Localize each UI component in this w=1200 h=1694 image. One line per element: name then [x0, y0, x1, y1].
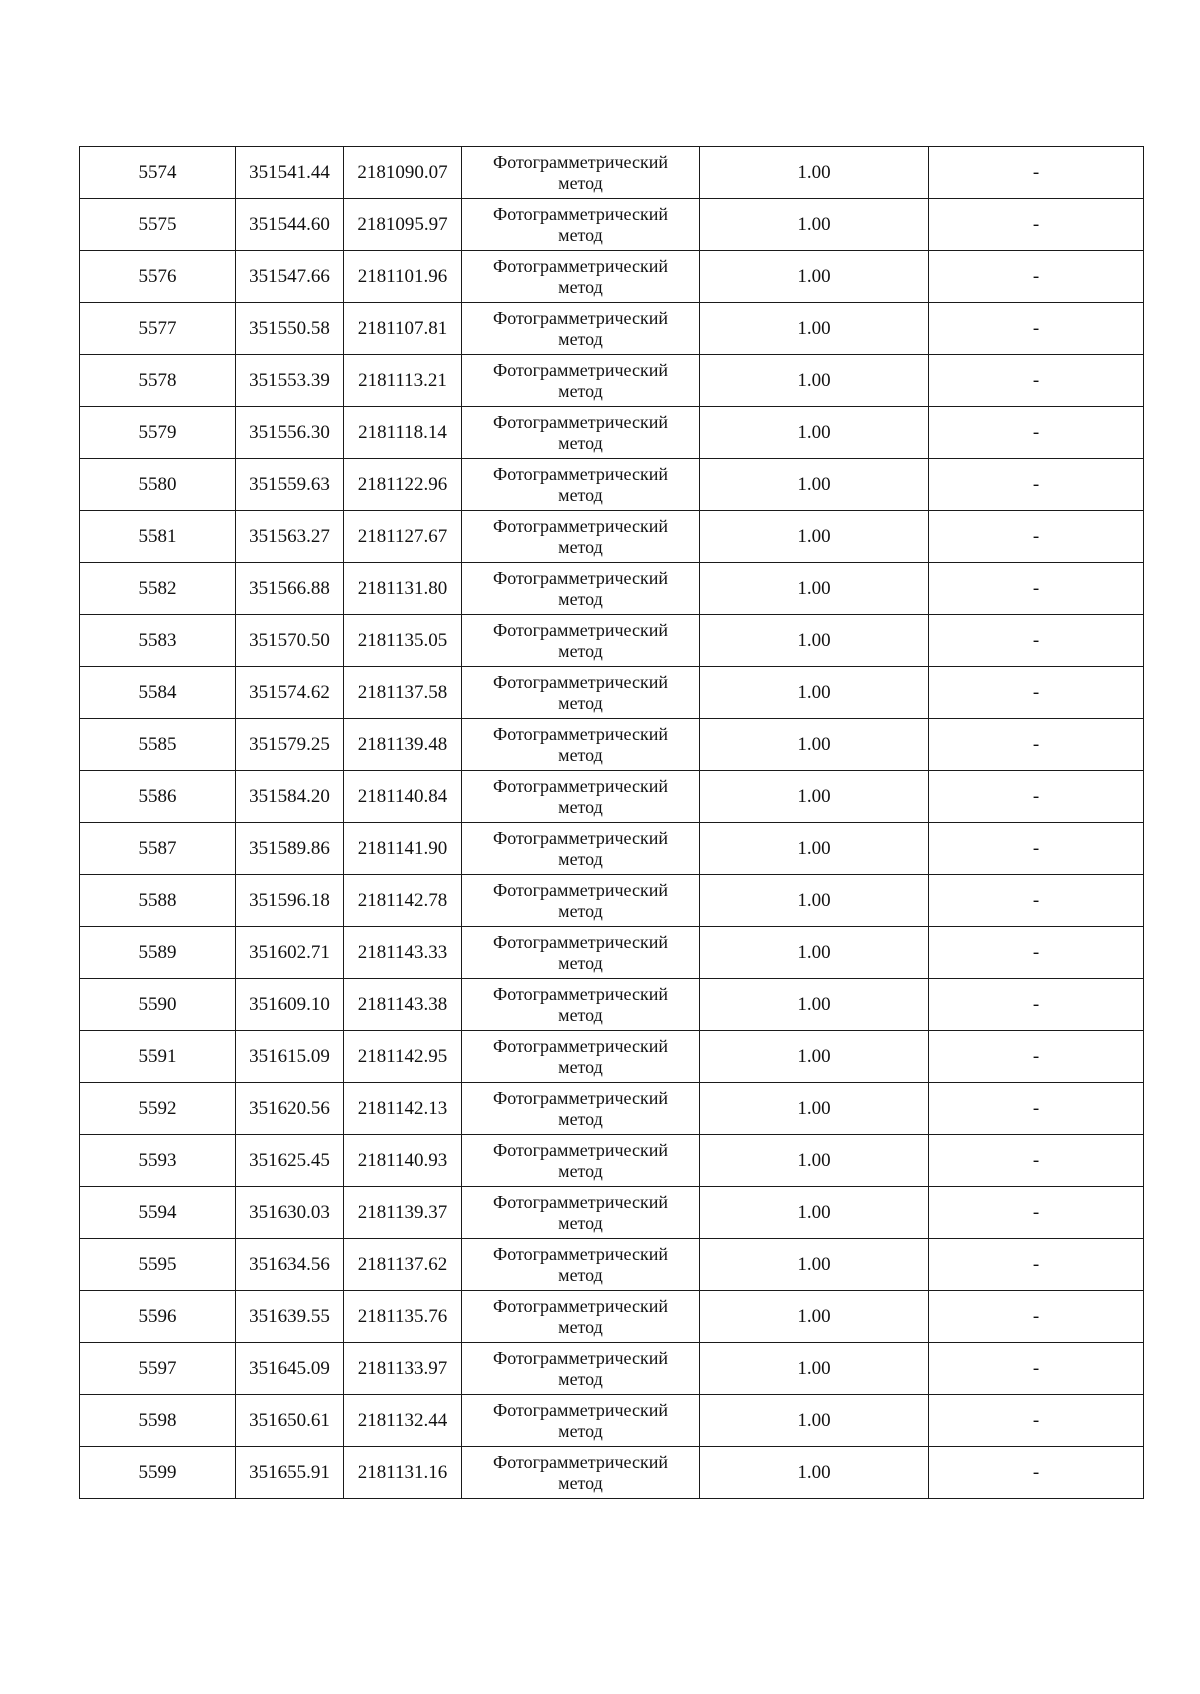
coordinate-x-cell: 351563.27: [236, 511, 344, 563]
method-text-line-1: Фотограмметрический: [493, 879, 668, 900]
table-row: [80, 563, 1144, 615]
coordinate-x-cell: 351634.56: [236, 1239, 344, 1291]
coordinate-x-cell: 351544.60: [236, 199, 344, 251]
accuracy-cell: 1.00: [700, 199, 929, 251]
point-number-cell: 5592: [80, 1083, 236, 1135]
method-text-line-2: метод: [558, 1108, 603, 1129]
point-number-cell: 5582: [80, 563, 236, 615]
table-row: [80, 355, 1144, 407]
method-text-line-2: метод: [558, 536, 603, 557]
accuracy-cell: 1.00: [700, 927, 929, 979]
note-cell: -: [929, 979, 1144, 1031]
table-row: [80, 407, 1144, 459]
method-text-line-1: Фотограмметрический: [493, 619, 668, 640]
accuracy-cell: 1.00: [700, 251, 929, 303]
method-cell: [462, 563, 700, 615]
coordinates-table: [79, 146, 1144, 1499]
point-number-cell: 5579: [80, 407, 236, 459]
method-cell: [462, 251, 700, 303]
method-text-line-2: метод: [558, 744, 603, 765]
coordinate-x-cell: 351609.10: [236, 979, 344, 1031]
table-row: [80, 251, 1144, 303]
coordinate-y-cell: 2181113.21: [344, 355, 462, 407]
coordinate-x-cell: 351589.86: [236, 823, 344, 875]
table-row: [80, 667, 1144, 719]
method-text-line-1: Фотограмметрический: [493, 1347, 668, 1368]
note-cell: -: [929, 1395, 1144, 1447]
accuracy-cell: 1.00: [700, 823, 929, 875]
note-cell: -: [929, 1239, 1144, 1291]
method-cell: [462, 615, 700, 667]
method-text-line-2: метод: [558, 1316, 603, 1337]
method-text-line-2: метод: [558, 1160, 603, 1181]
coordinate-y-cell: 2181140.93: [344, 1135, 462, 1187]
table-row: [80, 1291, 1144, 1343]
method-cell: [462, 407, 700, 459]
point-number-cell: 5593: [80, 1135, 236, 1187]
coordinate-y-cell: 2181101.96: [344, 251, 462, 303]
note-cell: -: [929, 667, 1144, 719]
coordinate-x-cell: 351553.39: [236, 355, 344, 407]
point-number-cell: 5599: [80, 1447, 236, 1499]
table-row: [80, 719, 1144, 771]
point-number-cell: 5580: [80, 459, 236, 511]
coordinate-y-cell: 2181132.44: [344, 1395, 462, 1447]
coordinate-x-cell: 351550.58: [236, 303, 344, 355]
note-cell: -: [929, 927, 1144, 979]
accuracy-cell: 1.00: [700, 1187, 929, 1239]
table-row: [80, 927, 1144, 979]
coordinate-y-cell: 2181127.67: [344, 511, 462, 563]
coordinate-x-cell: 351620.56: [236, 1083, 344, 1135]
point-number-cell: 5591: [80, 1031, 236, 1083]
table-body: [80, 147, 1144, 1499]
note-cell: -: [929, 771, 1144, 823]
method-text-line-1: Фотограмметрический: [493, 567, 668, 588]
table-row: [80, 1031, 1144, 1083]
accuracy-cell: 1.00: [700, 875, 929, 927]
coordinate-x-cell: 351645.09: [236, 1343, 344, 1395]
method-text-line-2: метод: [558, 1264, 603, 1285]
coordinate-x-cell: 351602.71: [236, 927, 344, 979]
point-number-cell: 5574: [80, 147, 236, 199]
table-row: [80, 875, 1144, 927]
point-number-cell: 5585: [80, 719, 236, 771]
method-text-line-2: метод: [558, 692, 603, 713]
point-number-cell: 5577: [80, 303, 236, 355]
coordinate-y-cell: 2181133.97: [344, 1343, 462, 1395]
table-row: [80, 823, 1144, 875]
point-number-cell: 5596: [80, 1291, 236, 1343]
note-cell: -: [929, 1135, 1144, 1187]
note-cell: -: [929, 199, 1144, 251]
method-cell: [462, 303, 700, 355]
method-cell: [462, 1291, 700, 1343]
method-cell: [462, 1135, 700, 1187]
coordinate-x-cell: 351655.91: [236, 1447, 344, 1499]
point-number-cell: 5597: [80, 1343, 236, 1395]
accuracy-cell: 1.00: [700, 979, 929, 1031]
method-text-line-1: Фотограмметрический: [493, 359, 668, 380]
coordinate-y-cell: 2181139.48: [344, 719, 462, 771]
accuracy-cell: 1.00: [700, 1239, 929, 1291]
coordinate-x-cell: 351556.30: [236, 407, 344, 459]
note-cell: -: [929, 1291, 1144, 1343]
coordinate-y-cell: 2181131.80: [344, 563, 462, 615]
accuracy-cell: 1.00: [700, 1083, 929, 1135]
coordinate-x-cell: 351639.55: [236, 1291, 344, 1343]
note-cell: -: [929, 1447, 1144, 1499]
point-number-cell: 5576: [80, 251, 236, 303]
accuracy-cell: 1.00: [700, 615, 929, 667]
method-text-line-1: Фотограмметрический: [493, 255, 668, 276]
coordinate-x-cell: 351596.18: [236, 875, 344, 927]
method-cell: [462, 875, 700, 927]
table-row: [80, 459, 1144, 511]
method-text-line-1: Фотограмметрический: [493, 671, 668, 692]
method-text-line-2: метод: [558, 640, 603, 661]
accuracy-cell: 1.00: [700, 1395, 929, 1447]
coordinate-x-cell: 351650.61: [236, 1395, 344, 1447]
method-cell: [462, 1395, 700, 1447]
note-cell: -: [929, 251, 1144, 303]
table-row: [80, 1239, 1144, 1291]
note-cell: -: [929, 875, 1144, 927]
method-cell: [462, 1239, 700, 1291]
table-row: [80, 1447, 1144, 1499]
coordinate-x-cell: 351547.66: [236, 251, 344, 303]
method-cell: [462, 771, 700, 823]
coordinate-y-cell: 2181139.37: [344, 1187, 462, 1239]
note-cell: -: [929, 147, 1144, 199]
coordinate-x-cell: 351574.62: [236, 667, 344, 719]
method-text-line-1: Фотограмметрический: [493, 515, 668, 536]
method-text-line-1: Фотограмметрический: [493, 1191, 668, 1212]
point-number-cell: 5583: [80, 615, 236, 667]
note-cell: -: [929, 355, 1144, 407]
coordinate-y-cell: 2181143.38: [344, 979, 462, 1031]
table-row: [80, 615, 1144, 667]
method-text-line-1: Фотограмметрический: [493, 1295, 668, 1316]
note-cell: -: [929, 615, 1144, 667]
accuracy-cell: 1.00: [700, 1291, 929, 1343]
method-text-line-1: Фотограмметрический: [493, 723, 668, 744]
coordinate-x-cell: 351559.63: [236, 459, 344, 511]
method-text-line-2: метод: [558, 276, 603, 297]
coordinate-y-cell: 2181137.62: [344, 1239, 462, 1291]
method-cell: [462, 511, 700, 563]
accuracy-cell: 1.00: [700, 511, 929, 563]
coordinate-y-cell: 2181137.58: [344, 667, 462, 719]
coordinate-y-cell: 2181118.14: [344, 407, 462, 459]
note-cell: -: [929, 719, 1144, 771]
method-cell: [462, 719, 700, 771]
table-row: [80, 1343, 1144, 1395]
coordinate-y-cell: 2181142.13: [344, 1083, 462, 1135]
method-text-line-2: метод: [558, 952, 603, 973]
method-text-line-2: метод: [558, 380, 603, 401]
method-text-line-1: Фотограмметрический: [493, 1451, 668, 1472]
accuracy-cell: 1.00: [700, 147, 929, 199]
method-text-line-1: Фотограмметрический: [493, 1243, 668, 1264]
coordinate-y-cell: 2181141.90: [344, 823, 462, 875]
method-cell: [462, 1343, 700, 1395]
method-text-line-2: метод: [558, 848, 603, 869]
method-text-line-2: метод: [558, 796, 603, 817]
method-text-line-1: Фотограмметрический: [493, 1139, 668, 1160]
method-text-line-2: метод: [558, 1212, 603, 1233]
method-cell: [462, 355, 700, 407]
accuracy-cell: 1.00: [700, 407, 929, 459]
method-cell: [462, 147, 700, 199]
accuracy-cell: 1.00: [700, 1447, 929, 1499]
note-cell: -: [929, 1031, 1144, 1083]
coordinate-y-cell: 2181095.97: [344, 199, 462, 251]
method-text-line-1: Фотограмметрический: [493, 1087, 668, 1108]
method-text-line-2: метод: [558, 172, 603, 193]
method-text-line-1: Фотограмметрический: [493, 931, 668, 952]
coordinate-y-cell: 2181135.76: [344, 1291, 462, 1343]
accuracy-cell: 1.00: [700, 1031, 929, 1083]
coordinate-y-cell: 2181140.84: [344, 771, 462, 823]
accuracy-cell: 1.00: [700, 1135, 929, 1187]
coordinate-x-cell: 351615.09: [236, 1031, 344, 1083]
note-cell: -: [929, 1343, 1144, 1395]
point-number-cell: 5588: [80, 875, 236, 927]
method-text-line-2: метод: [558, 900, 603, 921]
method-text-line-1: Фотограмметрический: [493, 307, 668, 328]
table-row: [80, 771, 1144, 823]
note-cell: -: [929, 1187, 1144, 1239]
table-row: [80, 1395, 1144, 1447]
coordinate-y-cell: 2181090.07: [344, 147, 462, 199]
method-cell: [462, 927, 700, 979]
method-text-line-2: метод: [558, 432, 603, 453]
note-cell: -: [929, 823, 1144, 875]
accuracy-cell: 1.00: [700, 303, 929, 355]
table-row: [80, 1083, 1144, 1135]
method-text-line-1: Фотограмметрический: [493, 983, 668, 1004]
method-text-line-1: Фотограмметрический: [493, 1399, 668, 1420]
accuracy-cell: 1.00: [700, 459, 929, 511]
note-cell: -: [929, 303, 1144, 355]
method-text-line-2: метод: [558, 1368, 603, 1389]
point-number-cell: 5581: [80, 511, 236, 563]
point-number-cell: 5594: [80, 1187, 236, 1239]
note-cell: -: [929, 459, 1144, 511]
point-number-cell: 5590: [80, 979, 236, 1031]
point-number-cell: 5584: [80, 667, 236, 719]
point-number-cell: 5587: [80, 823, 236, 875]
method-cell: [462, 979, 700, 1031]
coordinate-x-cell: 351625.45: [236, 1135, 344, 1187]
method-cell: [462, 1083, 700, 1135]
method-cell: [462, 1447, 700, 1499]
note-cell: -: [929, 407, 1144, 459]
table-row: [80, 979, 1144, 1031]
method-cell: [462, 667, 700, 719]
accuracy-cell: 1.00: [700, 771, 929, 823]
coordinate-x-cell: 351570.50: [236, 615, 344, 667]
table-row: [80, 1135, 1144, 1187]
point-number-cell: 5598: [80, 1395, 236, 1447]
coordinate-y-cell: 2181135.05: [344, 615, 462, 667]
method-cell: [462, 459, 700, 511]
table-row: [80, 511, 1144, 563]
method-text-line-2: метод: [558, 484, 603, 505]
accuracy-cell: 1.00: [700, 667, 929, 719]
coordinate-x-cell: 351566.88: [236, 563, 344, 615]
accuracy-cell: 1.00: [700, 1343, 929, 1395]
coordinate-y-cell: 2181131.16: [344, 1447, 462, 1499]
coordinate-y-cell: 2181142.78: [344, 875, 462, 927]
accuracy-cell: 1.00: [700, 355, 929, 407]
point-number-cell: 5586: [80, 771, 236, 823]
method-cell: [462, 1031, 700, 1083]
method-text-line-1: Фотограмметрический: [493, 411, 668, 432]
method-text-line-1: Фотограмметрический: [493, 463, 668, 484]
accuracy-cell: 1.00: [700, 563, 929, 615]
method-text-line-2: метод: [558, 588, 603, 609]
accuracy-cell: 1.00: [700, 719, 929, 771]
method-text-line-2: метод: [558, 1056, 603, 1077]
method-text-line-2: метод: [558, 1472, 603, 1493]
note-cell: -: [929, 1083, 1144, 1135]
point-number-cell: 5575: [80, 199, 236, 251]
coordinate-y-cell: 2181122.96: [344, 459, 462, 511]
coordinate-x-cell: 351630.03: [236, 1187, 344, 1239]
coordinate-x-cell: 351541.44: [236, 147, 344, 199]
method-cell: [462, 199, 700, 251]
method-text-line-1: Фотограмметрический: [493, 1035, 668, 1056]
table-row: [80, 1187, 1144, 1239]
method-text-line-1: Фотограмметрический: [493, 151, 668, 172]
method-text-line-2: метод: [558, 1420, 603, 1441]
point-number-cell: 5589: [80, 927, 236, 979]
coordinate-x-cell: 351584.20: [236, 771, 344, 823]
point-number-cell: 5578: [80, 355, 236, 407]
method-text-line-2: метод: [558, 328, 603, 349]
method-text-line-1: Фотограмметрический: [493, 203, 668, 224]
table-row: [80, 147, 1144, 199]
note-cell: -: [929, 563, 1144, 615]
method-text-line-2: метод: [558, 1004, 603, 1025]
method-cell: [462, 1187, 700, 1239]
method-text-line-1: Фотограмметрический: [493, 775, 668, 796]
coordinate-y-cell: 2181143.33: [344, 927, 462, 979]
coordinate-y-cell: 2181107.81: [344, 303, 462, 355]
method-cell: [462, 823, 700, 875]
table-row: [80, 199, 1144, 251]
coordinate-y-cell: 2181142.95: [344, 1031, 462, 1083]
method-text-line-2: метод: [558, 224, 603, 245]
table-row: [80, 303, 1144, 355]
method-text-line-1: Фотограмметрический: [493, 827, 668, 848]
coordinate-x-cell: 351579.25: [236, 719, 344, 771]
note-cell: -: [929, 511, 1144, 563]
point-number-cell: 5595: [80, 1239, 236, 1291]
